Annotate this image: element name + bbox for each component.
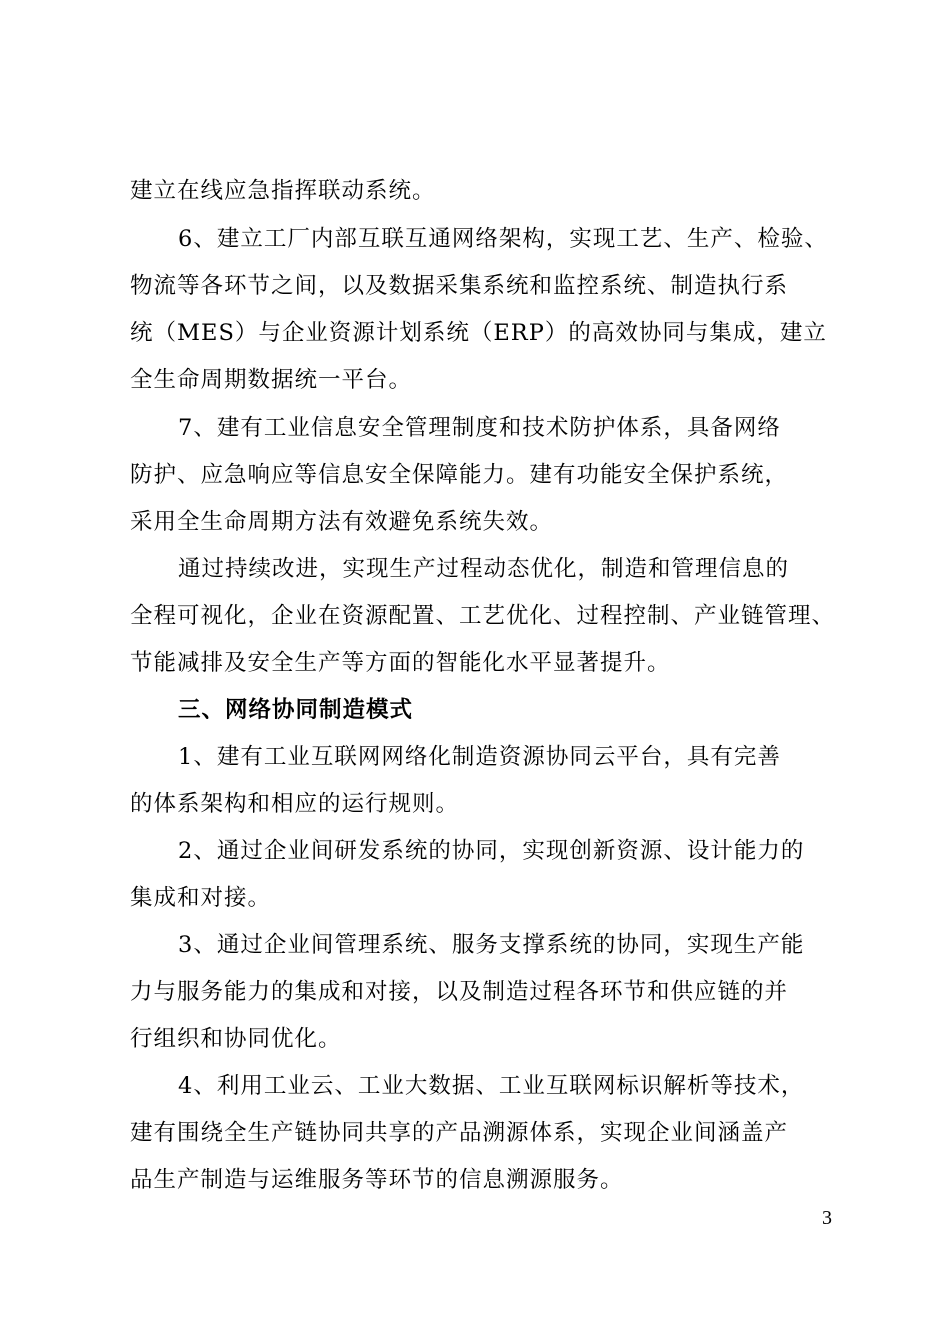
text-line: 7、建有工业信息安全管理制度和技术防护体系，具备网络 [178, 415, 781, 441]
text-line: 防护、应急响应等信息安全保障能力。建有功能安全保护系统， [130, 462, 789, 488]
text-line: 建有围绕全生产链协同共享的产品溯源体系，实现企业间涵盖产 [130, 1120, 789, 1146]
text-line: 2、通过企业间研发系统的协同，实现创新资源、设计能力的 [178, 838, 805, 864]
text-line: 统（MES）与企业资源计划系统（ERP）的高效协同与集成，建立 [130, 320, 827, 346]
text-line: 3、通过企业间管理系统、服务支撑系统的协同，实现生产能 [178, 932, 805, 958]
text-line: 物流等各环节之间，以及数据采集系统和监控系统、制造执行系 [130, 273, 789, 299]
text-line: 6、建立工厂内部互联互通网络架构，实现工艺、生产、检验、 [178, 226, 828, 252]
text-line: 1、建有工业互联网网络化制造资源协同云平台，具有完善 [178, 744, 781, 770]
section-heading: 三、网络协同制造模式 [178, 697, 414, 723]
text-line: 品生产制造与运维服务等环节的信息溯源服务。 [130, 1167, 624, 1193]
text-line: 力与服务能力的集成和对接，以及制造过程各环节和供应链的并 [130, 979, 789, 1005]
text-line: 通过持续改进，实现生产过程动态优化，制造和管理信息的 [178, 556, 790, 582]
text-line: 采用全生命周期方法有效避免系统失效。 [130, 509, 554, 535]
text-line: 全生命周期数据统一平台。 [130, 367, 413, 393]
text-line: 集成和对接。 [130, 885, 272, 911]
page-number: 3 [822, 1207, 832, 1229]
text-line: 4、利用工业云、工业大数据、工业互联网标识解析等技术， [178, 1073, 805, 1099]
text-line: 行组织和协同优化。 [130, 1026, 342, 1052]
text-line: 节能减排及安全生产等方面的智能化水平显著提升。 [130, 650, 671, 676]
text-line: 的体系架构和相应的运行规则。 [130, 791, 460, 817]
text-line: 全程可视化，企业在资源配置、工艺优化、过程控制、产业链管理、 [130, 603, 836, 629]
text-line: 建立在线应急指挥联动系统。 [130, 178, 436, 204]
